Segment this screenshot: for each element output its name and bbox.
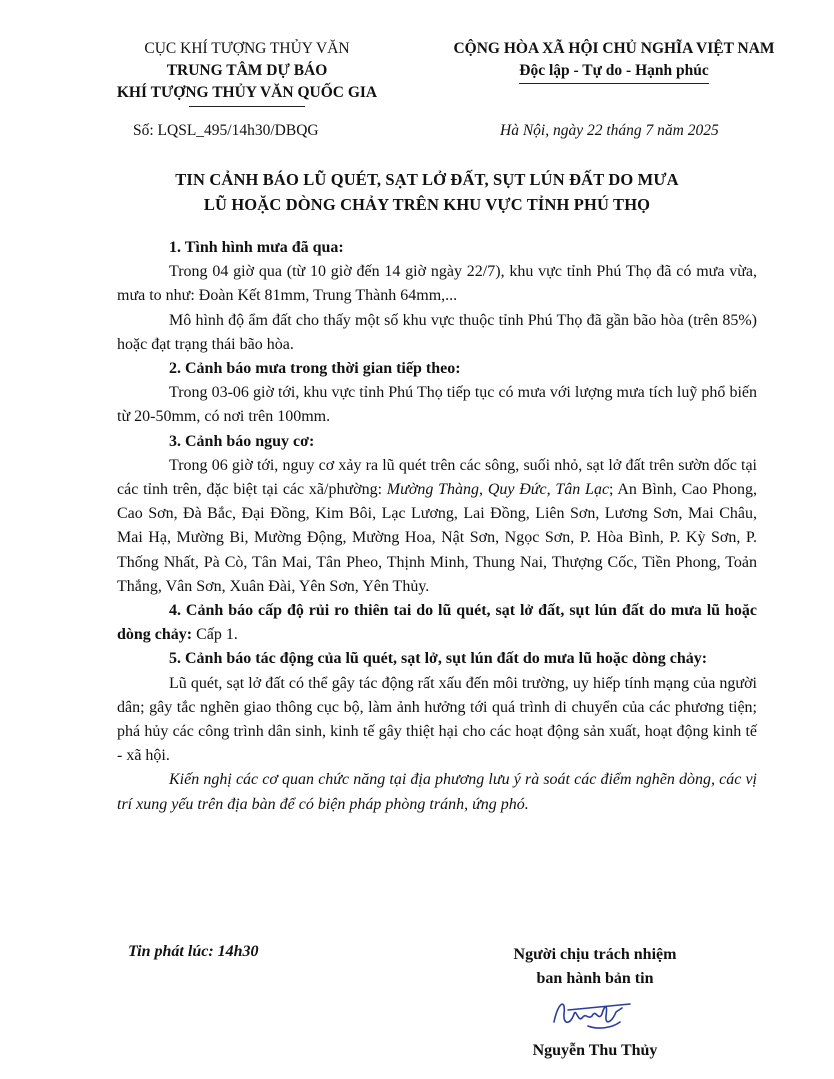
section-4: [117, 599, 757, 647]
issued-time: Tin phát lúc: 14h30: [128, 943, 259, 960]
signature-icon: [548, 992, 638, 1036]
section-5-heading: 5. Cảnh báo tác động của lũ quét, sạt lở, sụt lún đất do mưa lũ hoặc dòng chảy:: [169, 650, 708, 668]
section-3-heading: 3. Cảnh báo nguy cơ:: [169, 432, 315, 450]
header-divider: [189, 106, 305, 107]
section-2-paragraph-1: Trong 03-06 giờ tới, khu vực tỉnh Phú Thọ tiếp tục có mưa với lượng mưa tích luỹ phổ biến từ 20-50mm, có nơi trên 100mm.: [117, 384, 757, 426]
section-4-heading: 4. Cảnh báo cấp độ rủi ro thiên tai do lũ quét, sạt lở đất, sụt lún đất do mưa lũ hoặc dòng chảy:: [117, 602, 757, 644]
section-3-paragraph-1: [117, 454, 757, 599]
section-1-paragraph-2: Mô hình độ ẩm đất cho thấy một số khu vực thuộc tỉnh Phú Thọ đã gần bão hòa (trên 85%) hoặc đạt trạng thái bão hòa.: [117, 311, 757, 353]
agency-parent: CỤC KHÍ TƯỢNG THỦY VĂN: [144, 40, 350, 57]
national-motto: Độc lập - Tự do - Hạnh phúc: [519, 60, 708, 84]
section-2-heading: 2. Cảnh báo mưa trong thời gian tiếp theo:: [169, 360, 461, 378]
agency-name-cont: KHÍ TƯỢNG THỦY VĂN QUỐC GIA: [116, 84, 378, 101]
section-3-text-italic: Mường Thàng, Quy Đức, Tân Lạc: [386, 481, 610, 499]
place-date: Hà Nội, ngày 22 tháng 7 năm 2025: [500, 122, 719, 139]
recommendation: Kiến nghị các cơ quan chức năng tại địa phương lưu ý rà soát các điểm nghẽn dòng, các vị trí xung yếu trên địa bàn để có biện pháp phòng tránh, ứng phó.: [117, 771, 757, 813]
section-1-paragraph-1: Trong 04 giờ qua (từ 10 giờ đến 14 giờ ngày 22/7), khu vực tỉnh Phú Thọ đã có mưa vừa, mưa to như: Đoàn Kết 81mm, Trung Thành 64mm,...: [117, 263, 757, 305]
section-5-paragraph-1: Lũ quét, sạt lở đất có thể gây tác động rất xấu đến môi trường, uy hiếp tính mạng của người dân; gây tắc nghẽn giao thông cục bộ, làm ảnh hưởng tới quá trình di chuyển của các phương tiện; phá hủy các công trình dân sinh, kinh tế gây thiệt hại cho các hoạt động sản xuất, hoạt động kinh tế - xã hội.: [117, 674, 757, 765]
signer-title: [470, 943, 720, 991]
national-title: CỘNG HÒA XÃ HỘI CHỦ NGHĨA VIỆT NAM: [453, 40, 775, 57]
signer-title-line-1: Người chịu trách nhiệm: [513, 946, 677, 963]
section-3-text-start: Trong 06 giờ tới, nguy cơ xảy ra lũ quét trên các sông, suối nhỏ, sạt lở đất trên sườn dốc tại các tỉnh trên, đặc biệt tại các xã/phường:: [117, 456, 757, 499]
document-number: Số: LQSL_495/14h30/DBQG: [133, 122, 319, 139]
section-1-heading: 1. Tình hình mưa đã qua:: [169, 239, 344, 256]
document-title: [60, 167, 794, 217]
agency-header: [74, 38, 420, 107]
section-3-text-end: ; An Bình, Cao Phong, Cao Sơn, Đà Bắc, Đại Đồng, Kim Bôi, Lạc Lương, Lai Đồng, Liên Sơn, Lương Sơn, Mai Châu, Mai Hạ, Mường Bi, Mường Động, Mường Hoa, Nật Sơn, Ngọc Sơn, P. Hòa Bình, P. Kỳ Sơn, P. Thống Nhất, Pà Cò, Tân Mai, Tân Pheo, Thịnh Minh, Thung Nai, Thượng Cốc, Tiền Phong, Toản Thắng, Vân Sơn, Xuân Đài, Yên Sơn, Yên Thủy.: [117, 481, 758, 595]
document-body: [117, 236, 757, 817]
section-4-value: Cấp 1.: [192, 626, 238, 644]
signer-name: Nguyễn Thu Thủy: [532, 1042, 658, 1059]
title-line-1: TIN CẢNH BÁO LŨ QUÉT, SẠT LỞ ĐẤT, SỤT LÚN ĐẤT DO MƯA: [175, 170, 679, 189]
title-line-2: LŨ HOẶC DÒNG CHẢY TRÊN KHU VỰC TỈNH PHÚ THỌ: [203, 195, 651, 214]
national-header: [414, 38, 814, 84]
agency-name: TRUNG TÂM DỰ BÁO: [166, 62, 328, 79]
signer-title-line-2: ban hành bản tin: [536, 970, 654, 987]
